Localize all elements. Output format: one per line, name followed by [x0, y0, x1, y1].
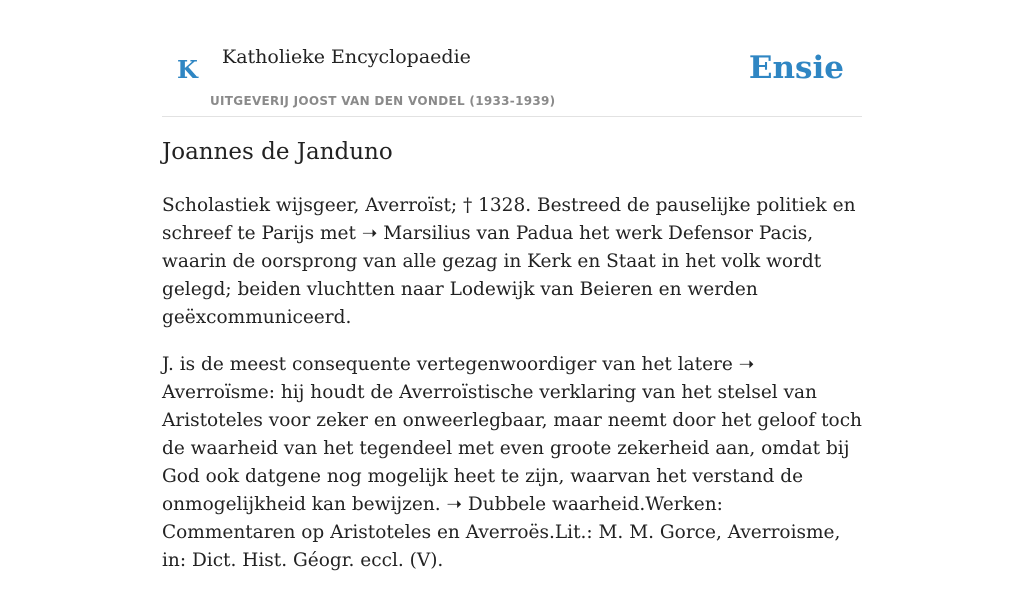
ensie-brand-link[interactable]: Ensie: [748, 50, 844, 86]
article-body: [162, 192, 862, 594]
article-title: Joannes de Janduno: [162, 139, 393, 165]
article-paragraph: J. is de meest consequente vertegenwoordiger van het latere ➝ Averroïsme: hij houdt de Averroïstische verklaring van het stelsel van Aristoteles voor zeker en onweerlegbaar, maar neemt door het geloof toch de waarheid van het tegendeel met even groote zekerheid aan, omdat bij God ook datgene nog mogelijk heet te zijn, waarvan het verstand de onmogelijkheid kan bewijzen. ➝ Dubbele waarheid.Werken: Commentaren op Aristoteles en Averroës.Lit.: M. M. Gorce, Averroisme, in: Dict. Hist. Géogr. eccl. (V).: [162, 354, 862, 571]
logo-k-icon[interactable]: K: [177, 55, 198, 84]
article-paragraph: Scholastiek wijsgeer, Averroïst; † 1328. Bestreed de pauselijke politiek en schreef te Parijs met ➝ Marsilius van Padua het werk Defensor Pacis, waarin de oorsprong van alle gezag in Kerk en Staat in het volk wordt gelegd; beiden vluchtten naar Lodewijk van Beieren en werden geëxcommuniceerd.: [162, 195, 856, 328]
site-header: [162, 0, 862, 117]
publisher-subtitle: UITGEVERIJ JOOST VAN DEN VONDEL (1933-1939): [210, 94, 556, 108]
site-name[interactable]: Katholieke Encyclopaedie: [222, 46, 471, 68]
